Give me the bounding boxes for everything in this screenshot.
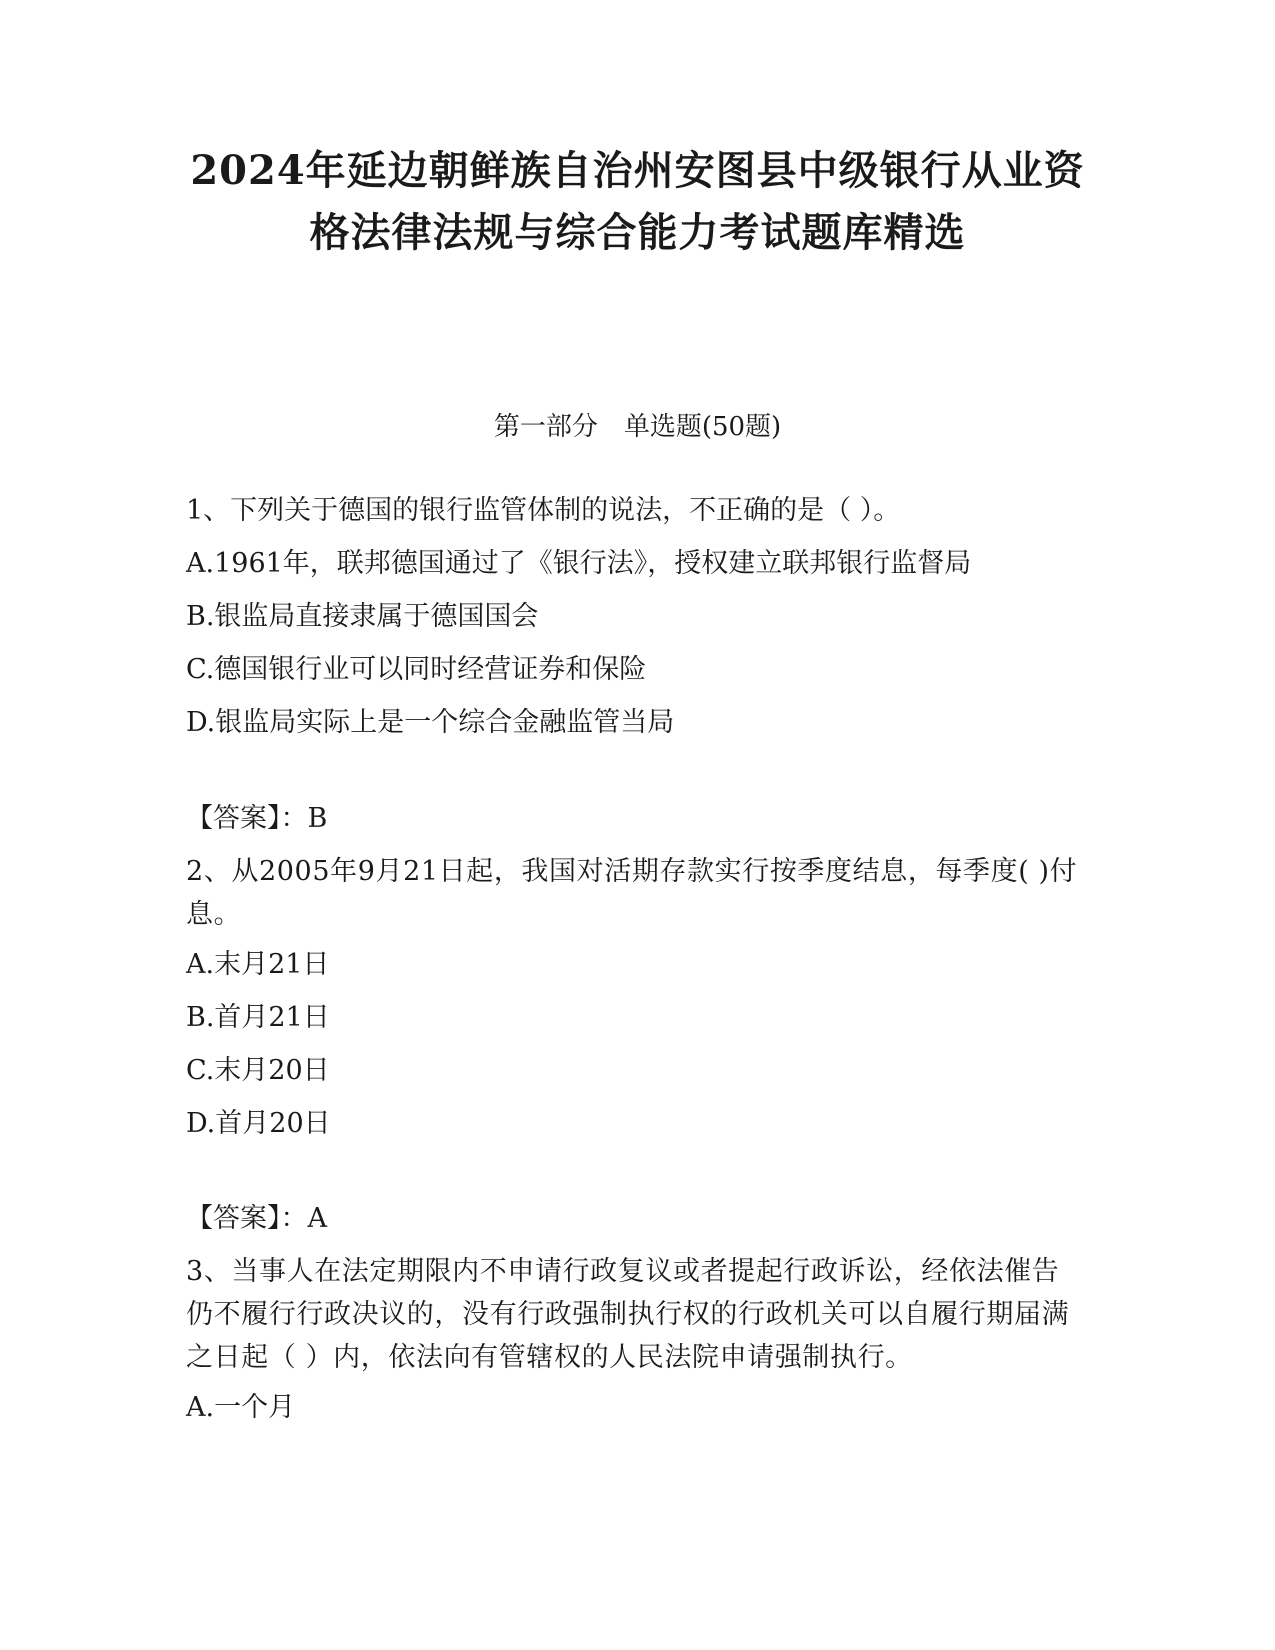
question-3-option-a: A.一个月 [186, 1392, 296, 1423]
question-2-option-b: B.首月21日 [186, 1002, 330, 1033]
question-3-stem: 3、当事人在法定期限内不申请行政复议或者提起行政诉讼，经依法催告仍不履行行政决议的，没有行政强制执行权的行政机关可以自履行期届满之日起（ ）内，依法向有管辖权的人民法院申请强制执行。 [186, 1256, 1070, 1373]
section-title: 第一部分 单选题(50题) [493, 412, 782, 442]
question-1-option-a: A.1961年，联邦德国通过了《银行法》，授权建立联邦银行监督局 [186, 548, 972, 579]
question-1-option-d: D.银监局实际上是一个综合金融监管当局 [186, 707, 675, 738]
question-1-answer: 【答案】：B [186, 803, 328, 834]
question-2-stem: 2、从2005年9月21日起，我国对活期存款实行按季度结息，每季度( )付息。 [186, 856, 1078, 930]
question-1-option-c: C.德国银行业可以同时经营证券和保险 [186, 654, 647, 685]
document-title [150, 140, 1125, 264]
question-2-option-a: A.末月21日 [186, 949, 330, 980]
question-1-stem: 1、下列关于德国的银行监管体制的说法，不正确的是（ ）。 [186, 495, 901, 526]
question-2-answer: 【答案】：A [186, 1203, 327, 1234]
document-title-line-2: 格法律法规与综合能力考试题库精选 [309, 209, 966, 256]
question-1-option-b: B.银监局直接隶属于德国国会 [186, 601, 539, 632]
question-2-option-c: C.末月20日 [186, 1055, 330, 1086]
question-2-option-d: D.首月20日 [186, 1108, 331, 1139]
document-title-line-1: 2024年延边朝鲜族自治州安图县中级银行从业资 [190, 147, 1085, 194]
